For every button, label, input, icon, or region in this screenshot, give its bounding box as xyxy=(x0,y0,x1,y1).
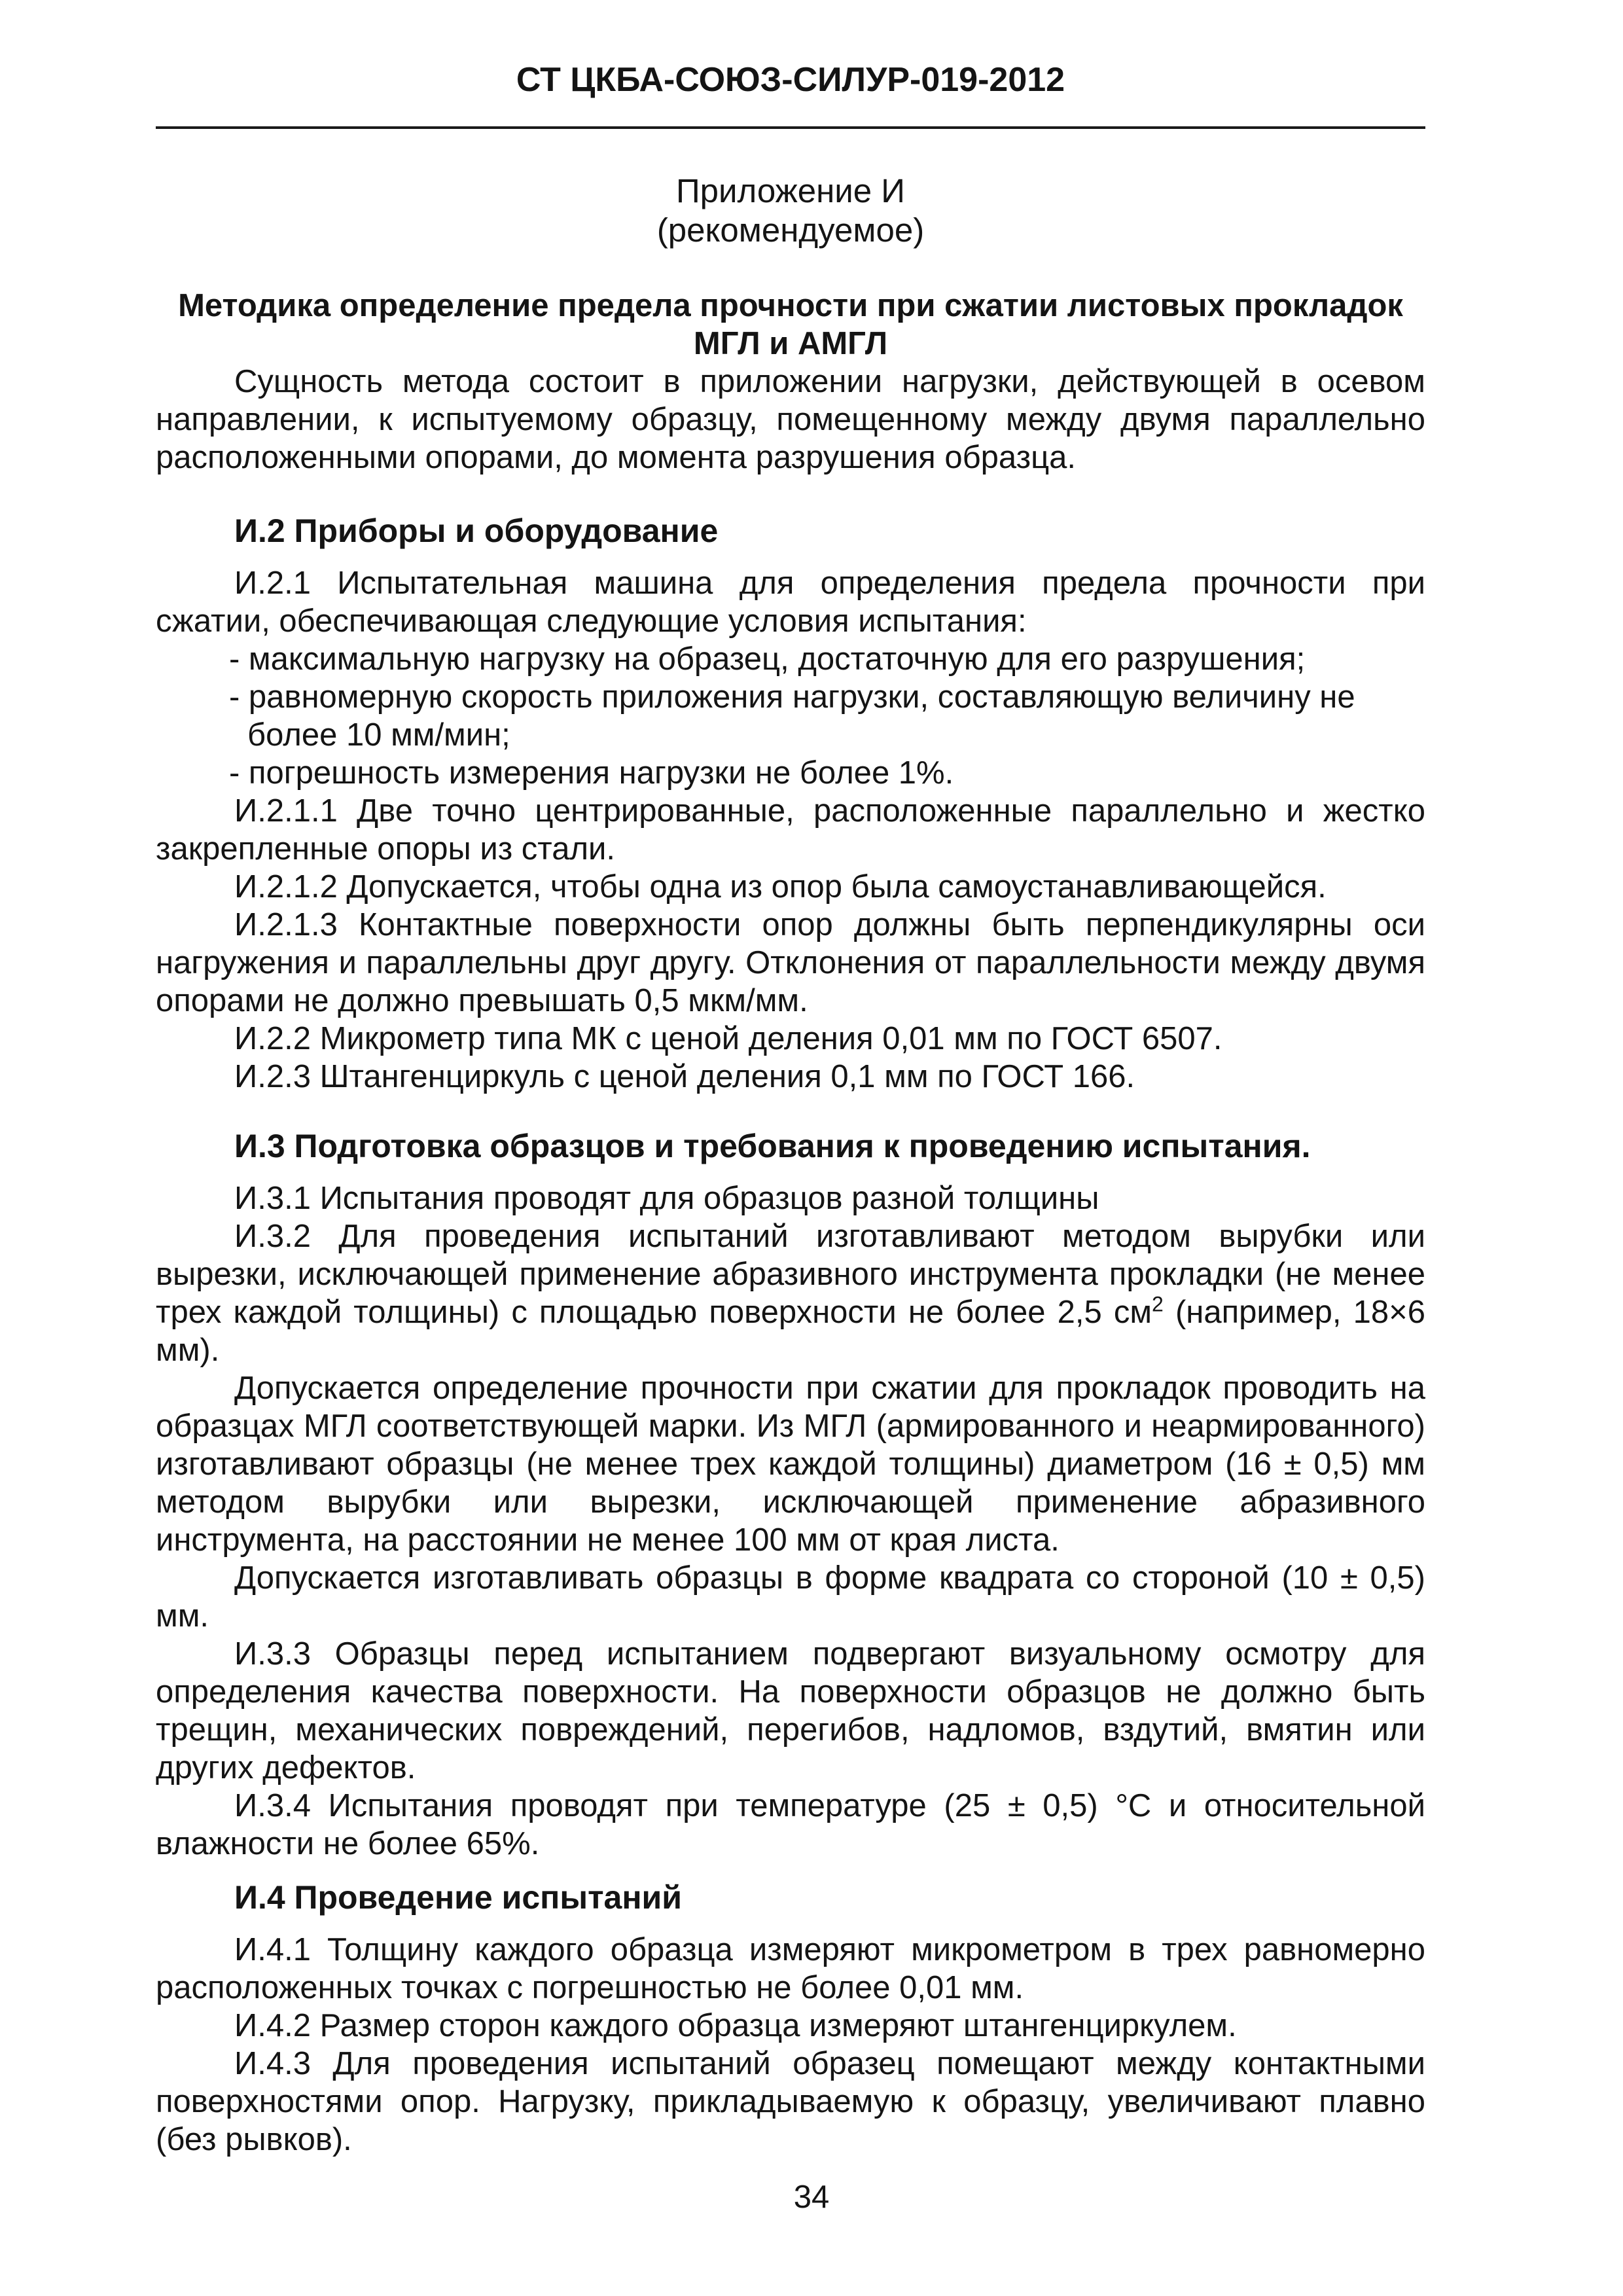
appendix-title-block xyxy=(156,171,1425,250)
method-block xyxy=(156,287,1425,476)
section-2-bullet1: - максимальную нагрузку на образец, достаточную для его разрушения; xyxy=(229,641,1306,677)
appendix-title: Приложение И xyxy=(676,172,905,209)
section-3-p4: Допускается изготавливать образцы в форме квадрата со стороной (10 ± 0,5) мм. xyxy=(156,1560,1425,1634)
section-2-bullet3: - погрешность измерения нагрузки не более 1%. xyxy=(229,755,954,791)
section-2-p6: И.2.3 Штангенциркуль с ценой деления 0,1 мм по ГОСТ 166. xyxy=(234,1059,1135,1094)
method-intro: Сущность метода состоит в приложении нагрузки, действующей в осевом направлении, к испытуемому образцу, помещенному между двумя параллельно расположенными опорами, до момента разрушения образца. xyxy=(156,364,1425,475)
section-2-p2: И.2.1.1 Две точно центрированные, расположенные параллельно и жестко закрепленные опоры из стали. xyxy=(156,793,1425,867)
section-2-heading: И.2 Приборы и оборудование xyxy=(234,512,719,549)
section-2 xyxy=(156,512,1425,1096)
section-3-heading: И.3 Подготовка образцов и требования к проведению испытания. xyxy=(234,1128,1311,1164)
section-2-p4: И.2.1.3 Контактные поверхности опор должны быть перпендикулярны оси нагружения и параллельны друг другу. Отклонения от параллельности между двумя опорами не должно превышать 0,5 мкм/мм. xyxy=(156,907,1425,1018)
section-2-p3: И.2.1.2 Допускается, чтобы одна из опор была самоустанавливающейся. xyxy=(234,869,1327,905)
section-4-p3: И.4.3 Для проведения испытаний образец помещают между контактными поверхностями опор. Нагрузку, прикладываемую к образцу, увеличивают плавно (без рывков). xyxy=(156,2046,1425,2157)
section-4-p2: И.4.2 Размер сторон каждого образца измеряют штангенциркулем. xyxy=(234,2008,1237,2043)
section-4 xyxy=(156,1878,1425,2159)
section-3-p2-example: (например, 18×6 мм). xyxy=(156,1295,1425,1368)
section-4-p1: И.4.1 Толщину каждого образца измеряют микрометром в трех равномерно расположенных точках с погрешностью не более 0,01 мм. xyxy=(156,1932,1425,2005)
section-3-p2 xyxy=(156,1217,1425,1369)
section-4-heading: И.4 Проведение испытаний xyxy=(234,1879,683,1916)
method-title xyxy=(156,287,1425,363)
section-2-p5: И.2.2 Микрометр типа МК с ценой деления 0,01 мм по ГОСТ 6507. xyxy=(234,1021,1222,1056)
section-2-bullet2: - равномерную скорость приложения нагрузки, составляющую величину не более 10 мм/мин; xyxy=(229,679,1355,753)
section-3 xyxy=(156,1127,1425,1863)
section-3-p1: И.3.1 Испытания проводят для образцов разной толщины xyxy=(234,1181,1099,1216)
header-rule xyxy=(156,126,1425,129)
section-2-p1: И.2.1 Испытательная машина для определения предела прочности при сжатии, обеспечивающая следующие условия испытания: xyxy=(156,565,1425,639)
page-number: 34 xyxy=(793,2179,830,2215)
appendix-subtitle: (рекомендуемое) xyxy=(656,211,925,249)
document-code-header: СТ ЦКБА-СОЮЗ-СИЛУР-019-2012 xyxy=(516,61,1065,99)
section-3-p2-superscript: 2 xyxy=(1152,1292,1164,1316)
method-title-line1: Методика определение предела прочности при сжатии листовых прокладок xyxy=(178,288,1403,323)
section-3-p3: Допускается определение прочности при сжатии для прокладок проводить на образцах МГЛ соответствующей марки. Из МГЛ (армированного и неармированного) изготавливают образцы (не менее трех каждой толщины) диаметром (16 ± 0,5) мм методом вырубки или вырезки, исключающей применение абразивного инструмента, на расстоянии не менее 100 мм от края листа. xyxy=(156,1371,1425,1558)
section-3-p5: И.3.3 Образцы перед испытанием подвергают визуальному осмотру для определения качества поверхности. На поверхности образцов не должно быть трещин, механических повреждений, перегибов, надломов, вздутий, вмятин или других дефектов. xyxy=(156,1636,1425,1785)
section-3-p2-text: И.3.2 Для проведения испытаний изготавливают методом вырубки или вырезки, исключающей применение абразивного инструмента прокладки (не менее трех каждой толщины) с площадью поверхности не более 2,5 см xyxy=(156,1219,1425,1330)
method-title-line2: МГЛ и АМГЛ xyxy=(693,326,888,361)
section-3-p6: И.3.4 Испытания проводят при температуре (25 ± 0,5) °С и относительной влажности не более 65%. xyxy=(156,1788,1425,1861)
